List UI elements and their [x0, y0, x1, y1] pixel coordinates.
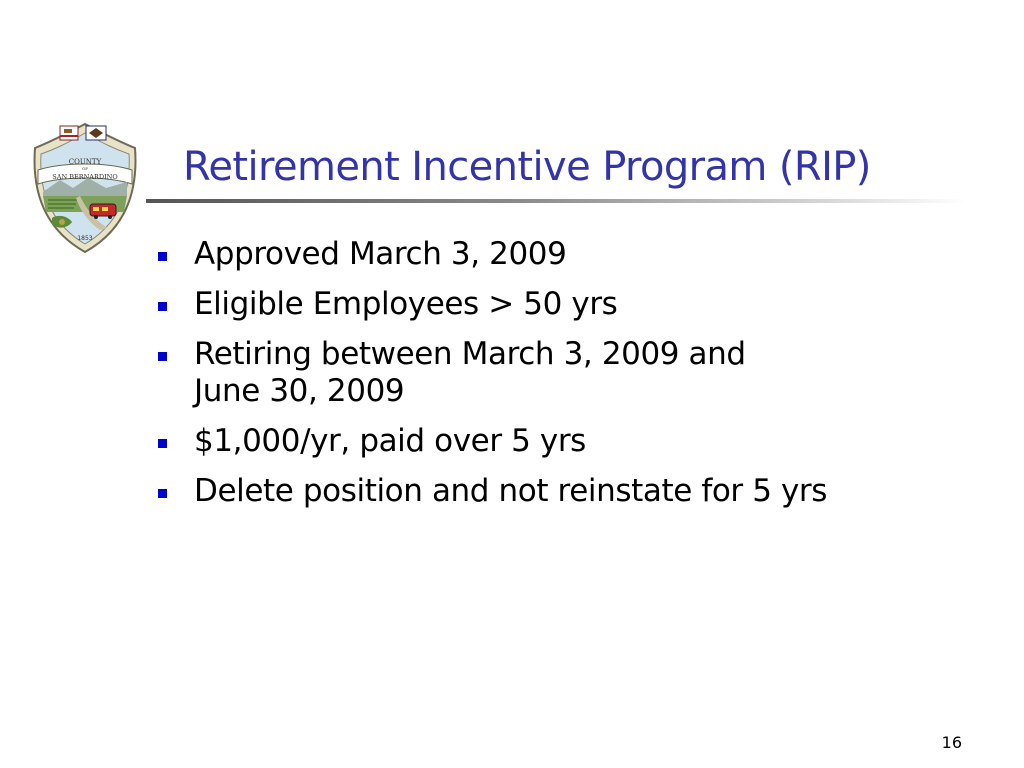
bullet-list [156, 236, 996, 523]
slide-title: Retirement Incentive Program (RIP) [183, 144, 871, 190]
bullet-item-payment [156, 423, 996, 460]
square-bullet-icon [158, 352, 167, 361]
county-seal-icon [28, 118, 142, 256]
page-number: 16 [941, 733, 962, 752]
square-bullet-icon [158, 489, 167, 498]
bullet-text-continuation: June 30, 2009 [194, 373, 405, 409]
bullet-item-retiring [156, 336, 996, 410]
square-bullet-icon [158, 302, 167, 311]
bullet-text: Delete position and not reinstate for 5 yrs [194, 473, 828, 509]
bullet-item-delete-position [156, 473, 996, 510]
title-underline [146, 199, 966, 203]
svg-text:OF: OF [81, 166, 89, 171]
bullet-item-eligible [156, 286, 996, 323]
svg-text:COUNTY: COUNTY [68, 158, 102, 166]
square-bullet-icon [158, 439, 167, 448]
bullet-text: $1,000/yr, paid over 5 yrs [194, 423, 586, 459]
bullet-text: Eligible Employees > 50 yrs [194, 286, 618, 322]
square-bullet-icon [158, 252, 167, 261]
svg-text:SAN BERNARDINO: SAN BERNARDINO [52, 173, 118, 181]
svg-text:1853: 1853 [77, 235, 93, 242]
bullet-item-approved [156, 236, 996, 273]
bullet-text: Retiring between March 3, 2009 and [194, 336, 746, 372]
bullet-text: Approved March 3, 2009 [194, 236, 567, 272]
